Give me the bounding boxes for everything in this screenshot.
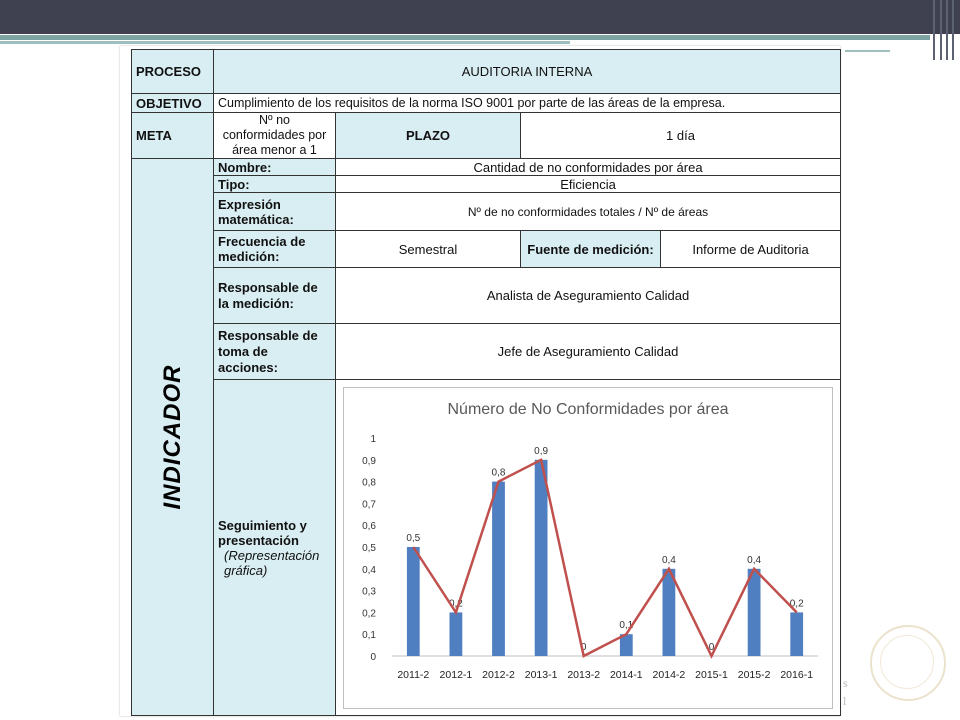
- y-tick-label: 0: [370, 651, 376, 663]
- responsable-value: Analista de Aseguramiento Calidad: [336, 268, 841, 324]
- tipo-label: Tipo:: [214, 176, 336, 193]
- x-tick-label: 2012-1: [439, 668, 473, 681]
- data-label: 0,8: [491, 467, 506, 479]
- bar-chart: [344, 388, 832, 708]
- fuente-label: Fuente de medición:: [521, 231, 661, 268]
- data-label: 0,4: [661, 554, 676, 566]
- y-tick-label: 0,7: [362, 498, 376, 510]
- bar-2012-2: [492, 481, 505, 655]
- y-tick-label: 0,1: [362, 629, 376, 641]
- footer-fragment: s: [843, 676, 848, 690]
- objetivo-label: OBJETIVO: [132, 94, 214, 113]
- decor-line: [933, 0, 935, 60]
- decor-line: [940, 0, 942, 60]
- objetivo-value: Cumplimiento de los requisitos de la norma ISO 9001 por parte de las áreas de la empresa.: [214, 94, 841, 113]
- seguimiento-cell: [214, 380, 336, 716]
- bar-2015-2: [748, 568, 761, 655]
- university-seal: [870, 625, 946, 701]
- seguimiento-label: Seguimiento y presentación: [218, 517, 307, 548]
- accent-band: [0, 35, 930, 40]
- proceso-label: PROCESO: [132, 50, 214, 94]
- accent-band-2: [0, 41, 570, 44]
- bar-2012-1: [450, 612, 463, 656]
- x-tick-label: 2013-1: [524, 668, 558, 681]
- x-tick-label: 2012-2: [482, 668, 515, 681]
- data-label: 0,2: [448, 597, 463, 609]
- accent-band-3: [845, 50, 890, 52]
- plazo-label: PLAZO: [336, 113, 521, 159]
- x-tick-label: 2014-2: [652, 668, 686, 681]
- x-tick-label: 2013-2: [567, 668, 601, 681]
- decor-line: [946, 0, 948, 60]
- x-tick-label: 2015-1: [695, 668, 728, 681]
- nombre-value: Cantidad de no conformidades por área: [336, 159, 841, 176]
- x-tick-label: 2011-2: [397, 668, 430, 681]
- nombre-label: Nombre:: [214, 159, 336, 176]
- chart-title: Número de No Conformidades por área: [447, 400, 729, 418]
- decor-line: [952, 0, 954, 60]
- toma-label: Responsable de toma de acciones:: [214, 324, 336, 380]
- seguimiento-sub: (Representación gráfica): [224, 547, 320, 578]
- bar-2016-1: [790, 612, 803, 656]
- indicator-table: [131, 49, 841, 716]
- series-line: [413, 459, 796, 655]
- data-label: 0,1: [619, 619, 634, 631]
- indicador-cell: [132, 159, 214, 716]
- title-bar: [0, 0, 930, 34]
- y-tick-label: 0,5: [362, 542, 376, 554]
- bar-2014-2: [663, 568, 676, 655]
- plazo-value: 1 día: [521, 113, 841, 159]
- y-tick-label: 0,6: [362, 520, 376, 532]
- data-label: 0: [708, 641, 715, 653]
- fuente-value: Informe de Auditoria: [661, 231, 841, 268]
- y-tick-label: 0,2: [362, 607, 376, 619]
- x-tick-label: 2015-2: [737, 668, 771, 681]
- data-label: 0: [580, 641, 587, 653]
- x-tick-label: 2014-1: [609, 668, 643, 681]
- toma-value: Jefe de Aseguramiento Calidad: [336, 324, 841, 380]
- chart-cell: [336, 380, 841, 716]
- meta-label: META: [132, 113, 214, 159]
- expresion-label: Expresión matemática:: [214, 193, 336, 231]
- bar-2011-2: [407, 547, 420, 656]
- bar-2013-1: [535, 459, 548, 655]
- x-tick-label: 2016-1: [780, 668, 814, 681]
- expresion-value: Nº de no conformidades totales / Nº de áreas: [336, 193, 841, 231]
- meta-value: Nº no conformidades por área menor a 1: [214, 113, 336, 159]
- y-tick-label: 0,8: [362, 477, 376, 489]
- data-label: 0,9: [534, 445, 549, 457]
- indicador-label: INDICADOR: [158, 364, 186, 510]
- data-label: 0,5: [406, 532, 421, 544]
- data-label: 0,4: [747, 554, 762, 566]
- frecuencia-value: Semestral: [336, 231, 521, 268]
- footer-fragment-2: l: [843, 694, 847, 708]
- data-label: 0,2: [789, 597, 804, 609]
- frecuencia-label: Frecuencia de medición:: [214, 231, 336, 268]
- y-tick-label: 1: [370, 433, 376, 445]
- tipo-value: Eficiencia: [336, 176, 841, 193]
- proceso-value: AUDITORIA INTERNA: [214, 50, 841, 94]
- responsable-label: Responsable de la medición:: [214, 268, 336, 324]
- y-tick-label: 0,3: [362, 586, 376, 598]
- chart-container: [343, 387, 833, 709]
- y-tick-label: 0,9: [362, 455, 376, 467]
- y-tick-label: 0,4: [362, 564, 376, 576]
